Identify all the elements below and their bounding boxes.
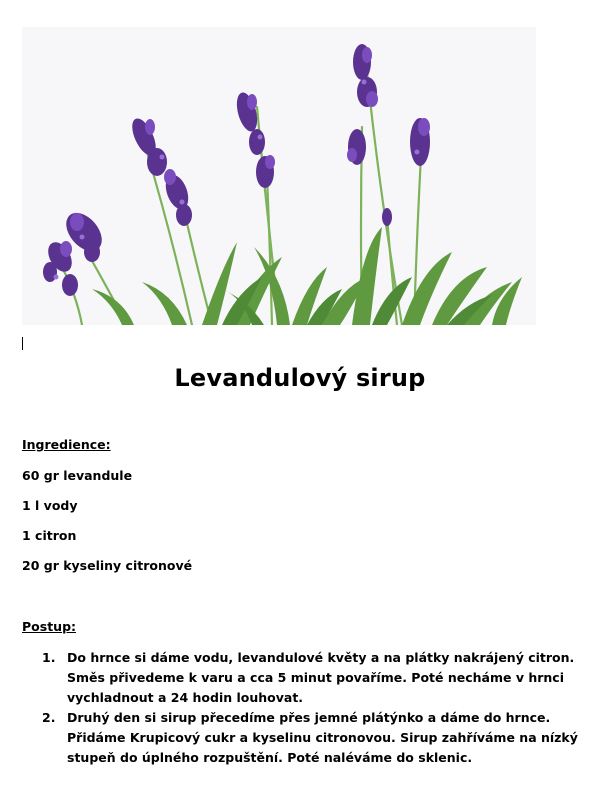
lavender-photo: [22, 27, 536, 325]
ingredient-item: 1 citron: [22, 528, 77, 543]
ingredient-item: 60 gr levandule: [22, 468, 133, 483]
method-heading: Postup:: [22, 619, 77, 634]
step-number: 1.: [42, 650, 56, 665]
lavender-illustration: [22, 27, 536, 325]
ingredients-heading: Ingredience:: [22, 437, 111, 452]
step-number: 2.: [42, 710, 56, 725]
method-steps: [22, 648, 578, 768]
ingredient-item: 20 gr kyseliny citronové: [22, 558, 193, 573]
step-text: Druhý den si sirup přecedíme přes jemné plátýnko a dáme do hrnce. Přidáme Krupicový cukr a kyselinu citronovou. Sirup zahříváme na nízký stupeň do úplného rozpuštění. Poté naléváme do sklenic.: [67, 710, 578, 765]
text-cursor: [22, 337, 23, 350]
method-step: [22, 648, 578, 708]
ingredient-item: 1 l vody: [22, 498, 78, 513]
step-text: Do hrnce si dáme vodu, levandulové květy a na plátky nakrájený citron. Směs přivedeme k varu a cca 5 minut povaříme. Poté necháme v hrnci vychladnout a 24 hodin louhovat.: [67, 650, 575, 705]
recipe-title: Levandulový sirup: [174, 364, 426, 392]
method-step: [22, 708, 578, 768]
